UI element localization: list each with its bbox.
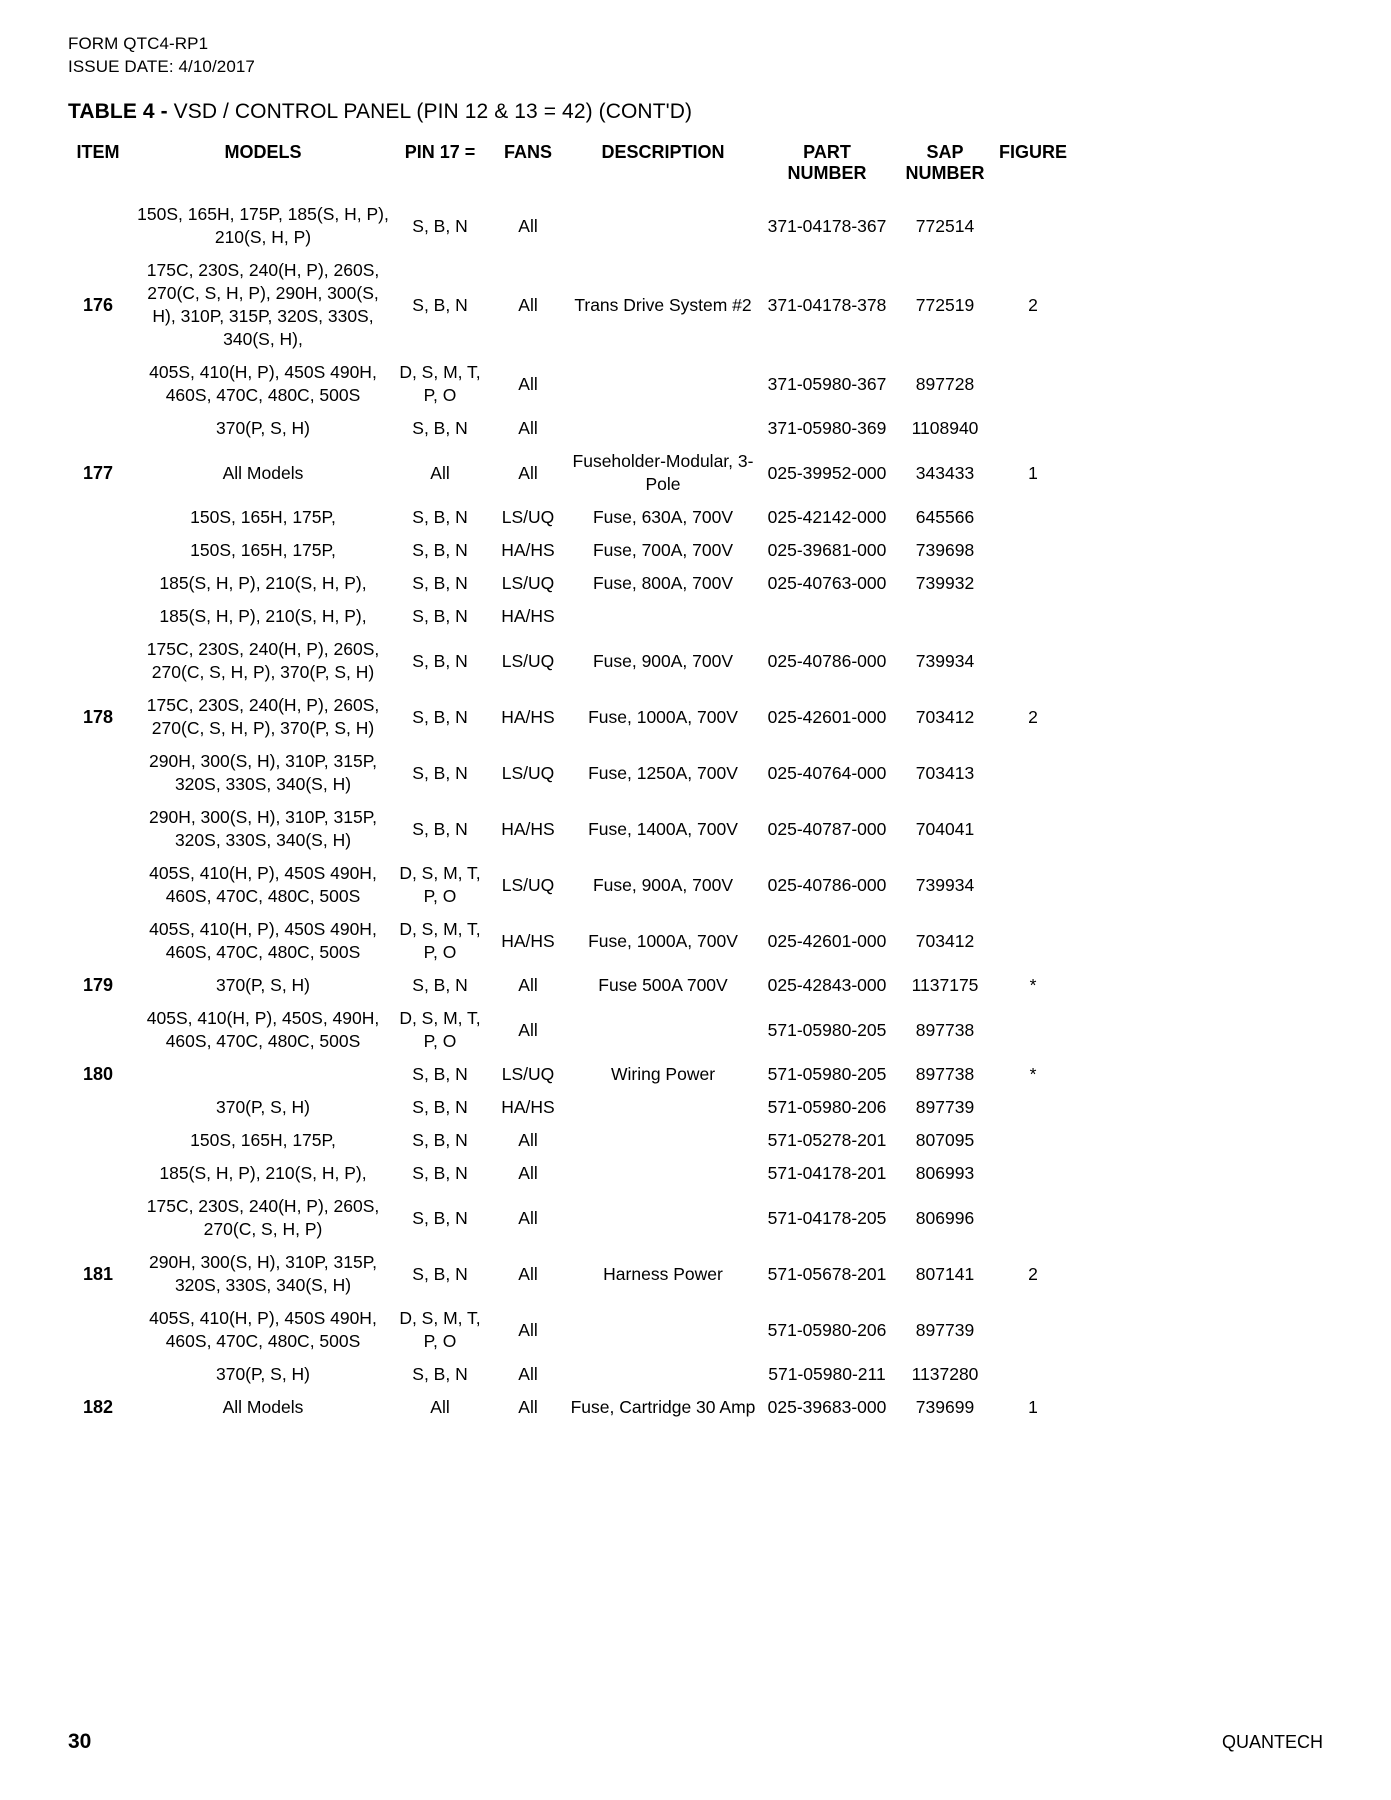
table-row — [62, 913, 1072, 969]
cell-fans: LS/UQ — [501, 874, 555, 895]
cell-figure — [994, 1157, 1072, 1190]
cell-models: 405S, 410(H, P), 450S 490H, 460S, 470C, 480C, 500S — [149, 362, 377, 405]
cell-item — [62, 745, 134, 801]
column-header-fans: FANS — [503, 142, 552, 162]
cell-sap-number — [896, 600, 994, 633]
issue-date: ISSUE DATE: 4/10/2017 — [68, 57, 255, 76]
column-header-sap-number-line2: NUMBER — [905, 163, 985, 183]
cell-part-number: 025-39681-000 — [767, 540, 887, 560]
company-name: QUANTECH — [1221, 1732, 1323, 1752]
cell-part-number: 025-42142-000 — [767, 507, 887, 527]
cell-description: Fuseholder-Modular, 3-Pole — [572, 451, 754, 494]
cell-item — [62, 1358, 134, 1391]
cell-sap-number: 739699 — [915, 1397, 975, 1417]
cell-item: 179 — [82, 975, 114, 995]
table-row — [62, 445, 1072, 501]
parts-table — [62, 142, 1072, 1424]
cell-item — [62, 567, 134, 600]
table-row — [62, 1058, 1072, 1091]
cell-sap-number: 897739 — [915, 1319, 975, 1340]
cell-part-number: 025-39683-000 — [767, 1397, 887, 1417]
cell-figure — [994, 1002, 1072, 1058]
cell-part-number: 025-40787-000 — [767, 818, 887, 839]
cell-sap-number: 739934 — [915, 650, 975, 671]
cell-description: Fuse, 1000A, 700V — [588, 930, 738, 951]
cell-item: 178 — [82, 706, 114, 727]
cell-models: 370(P, S, H) — [215, 975, 311, 995]
cell-sap-number: 704041 — [915, 818, 975, 839]
cell-fans: HA/HS — [501, 1097, 555, 1117]
table-row — [62, 1190, 1072, 1246]
cell-description — [568, 198, 758, 254]
table-row — [62, 356, 1072, 412]
cell-fans: HA/HS — [501, 930, 555, 951]
table-row — [62, 567, 1072, 600]
cell-item: 180 — [82, 1064, 114, 1084]
cell-description: Fuse 500A 700V — [598, 975, 728, 995]
cell-models: 150S, 165H, 175P, — [190, 1130, 336, 1150]
cell-figure — [994, 801, 1072, 857]
column-header-description: DESCRIPTION — [601, 142, 725, 162]
column-header-part-number — [758, 142, 896, 198]
table-row — [62, 689, 1072, 745]
cell-pin17: D, S, M, T, P, O — [399, 919, 481, 962]
table-row — [62, 969, 1072, 1002]
cell-figure — [994, 1358, 1072, 1391]
cell-description — [568, 1190, 758, 1246]
cell-sap-number: 806993 — [915, 1163, 975, 1183]
cell-part-number — [758, 600, 896, 633]
cell-models: 405S, 410(H, P), 450S 490H, 460S, 470C, 480C, 500S — [149, 1308, 377, 1351]
cell-description: Harness Power — [603, 1263, 723, 1284]
table-row — [62, 1091, 1072, 1124]
table-title — [68, 100, 692, 124]
cell-models: 175C, 230S, 240(H, P), 260S, 270(C, S, H, P), 290H, 300(S, H), 310P, 315P, 320S, 330S, 340(S, H), — [146, 260, 380, 349]
table-title-label: TABLE 4 - — [68, 100, 168, 123]
cell-models: 175C, 230S, 240(H, P), 260S, 270(C, S, H, P), 370(P, S, H) — [146, 695, 380, 738]
cell-figure — [994, 913, 1072, 969]
cell-part-number: 571-05980-211 — [768, 1364, 886, 1384]
cell-fans: All — [518, 1130, 538, 1150]
cell-item — [62, 534, 134, 567]
cell-part-number: 371-05980-369 — [767, 418, 887, 438]
cell-models: 150S, 165H, 175P, 185(S, H, P), 210(S, H, P) — [137, 204, 389, 247]
cell-sap-number: 703412 — [915, 706, 975, 727]
page-number: 30 — [68, 1730, 92, 1753]
cell-part-number: 571-04178-205 — [767, 1207, 887, 1228]
cell-sap-number: 772514 — [915, 215, 975, 236]
cell-part-number: 025-40786-000 — [767, 650, 887, 671]
cell-part-number: 025-42843-000 — [767, 975, 887, 995]
cell-item: 182 — [82, 1397, 114, 1417]
cell-sap-number: 1108940 — [911, 418, 979, 438]
cell-figure — [994, 1302, 1072, 1358]
cell-description — [568, 1358, 758, 1391]
cell-pin17: S, B, N — [412, 573, 468, 593]
cell-pin17: S, B, N — [412, 1064, 468, 1084]
cell-description: Fuse, 700A, 700V — [592, 540, 734, 560]
cell-pin17: All — [430, 462, 450, 483]
cell-item — [62, 356, 134, 412]
cell-item: 177 — [82, 462, 114, 483]
cell-description: Fuse, 900A, 700V — [592, 650, 734, 671]
cell-fans: HA/HS — [501, 818, 555, 839]
cell-pin17: S, B, N — [412, 650, 468, 671]
cell-part-number: 571-05678-201 — [767, 1263, 887, 1284]
cell-pin17: All — [430, 1397, 450, 1417]
column-header-item: ITEM — [76, 142, 120, 162]
cell-fans: All — [518, 1364, 538, 1384]
form-number: FORM QTC4-RP1 — [68, 34, 209, 53]
table-title-text: VSD / CONTROL PANEL (PIN 12 & 13 = 42) (CONT'D) — [167, 100, 693, 123]
cell-item — [62, 501, 134, 534]
cell-figure — [994, 534, 1072, 567]
cell-fans: All — [518, 1207, 538, 1228]
cell-figure: * — [1029, 975, 1037, 995]
cell-item — [62, 1091, 134, 1124]
cell-description — [568, 1091, 758, 1124]
cell-pin17: S, B, N — [412, 418, 468, 438]
cell-models: 405S, 410(H, P), 450S 490H, 460S, 470C, 480C, 500S — [149, 919, 377, 962]
table-row — [62, 1302, 1072, 1358]
cell-fans: HA/HS — [501, 706, 555, 727]
cell-pin17: D, S, M, T, P, O — [399, 1308, 481, 1351]
cell-pin17: S, B, N — [412, 1207, 468, 1228]
cell-figure — [994, 1091, 1072, 1124]
document-header — [68, 32, 255, 78]
cell-pin17: S, B, N — [412, 818, 468, 839]
cell-figure — [994, 745, 1072, 801]
cell-sap-number: 739932 — [915, 573, 975, 593]
cell-figure — [994, 1124, 1072, 1157]
cell-fans: LS/UQ — [501, 762, 555, 783]
cell-figure — [994, 567, 1072, 600]
cell-description: Wiring Power — [610, 1064, 716, 1084]
cell-fans: LS/UQ — [501, 650, 555, 671]
cell-figure: 1 — [1028, 1397, 1038, 1417]
cell-description: Fuse, 1400A, 700V — [588, 818, 738, 839]
cell-models: 405S, 410(H, P), 450S, 490H, 460S, 470C, 480C, 500S — [146, 1008, 380, 1051]
cell-fans: All — [518, 1163, 538, 1183]
cell-description — [568, 1157, 758, 1190]
cell-description — [568, 600, 758, 633]
cell-item: 181 — [82, 1263, 114, 1284]
cell-item — [62, 1190, 134, 1246]
table-row — [62, 801, 1072, 857]
table-row — [62, 1391, 1072, 1424]
table-row — [62, 501, 1072, 534]
cell-description: Fuse, 630A, 700V — [592, 507, 734, 527]
table-row — [62, 1358, 1072, 1391]
cell-models: 175C, 230S, 240(H, P), 260S, 270(C, S, H, P), 370(P, S, H) — [146, 639, 380, 682]
cell-sap-number: 703412 — [915, 930, 975, 951]
cell-part-number: 025-40763-000 — [767, 573, 887, 593]
cell-models: All Models — [222, 1397, 304, 1417]
cell-figure: 1 — [1028, 462, 1038, 483]
cell-part-number: 025-40786-000 — [767, 874, 887, 895]
cell-models: 370(P, S, H) — [215, 418, 311, 438]
cell-fans: HA/HS — [501, 606, 555, 626]
table-row — [62, 857, 1072, 913]
cell-description — [568, 1302, 758, 1358]
cell-fans: All — [518, 373, 538, 394]
cell-figure — [994, 1190, 1072, 1246]
cell-sap-number: 897738 — [915, 1064, 975, 1084]
cell-fans: All — [518, 975, 538, 995]
table-row — [62, 1002, 1072, 1058]
cell-models: 185(S, H, P), 210(S, H, P), — [159, 573, 367, 593]
cell-pin17: S, B, N — [412, 706, 468, 727]
cell-description: Fuse, 1000A, 700V — [588, 706, 738, 727]
cell-models: 290H, 300(S, H), 310P, 315P, 320S, 330S, 340(S, H) — [149, 807, 377, 850]
cell-figure — [994, 412, 1072, 445]
cell-fans: All — [518, 418, 538, 438]
cell-pin17: S, B, N — [412, 975, 468, 995]
cell-sap-number: 897739 — [915, 1097, 975, 1117]
cell-part-number: 025-40764-000 — [767, 762, 887, 783]
table-row — [62, 198, 1072, 254]
cell-sap-number: 807141 — [915, 1263, 975, 1284]
cell-part-number: 571-05980-205 — [767, 1064, 887, 1084]
cell-sap-number: 897738 — [915, 1019, 975, 1040]
cell-fans: LS/UQ — [501, 573, 555, 593]
column-header-sap-number — [896, 142, 994, 198]
cell-description: Fuse, 900A, 700V — [592, 874, 734, 895]
cell-models: 290H, 300(S, H), 310P, 315P, 320S, 330S, 340(S, H) — [149, 1252, 377, 1295]
cell-description — [568, 356, 758, 412]
cell-fans: All — [518, 294, 538, 315]
cell-sap-number: 806996 — [915, 1207, 975, 1228]
cell-figure: 2 — [1028, 1263, 1038, 1284]
cell-figure — [994, 633, 1072, 689]
cell-description: Trans Drive System #2 — [574, 294, 752, 315]
cell-models: 370(P, S, H) — [215, 1097, 311, 1117]
cell-fans: All — [518, 1263, 538, 1284]
column-header-part-number-line2: NUMBER — [787, 163, 867, 183]
cell-part-number: 571-05980-205 — [767, 1019, 887, 1040]
cell-fans: All — [518, 462, 538, 483]
table-body — [62, 198, 1072, 1424]
cell-figure — [994, 198, 1072, 254]
cell-description — [568, 412, 758, 445]
cell-fans: All — [518, 1397, 538, 1417]
column-header-figure: FIGURE — [998, 142, 1067, 162]
cell-part-number: 025-42601-000 — [767, 930, 887, 951]
cell-figure: 2 — [1028, 706, 1038, 727]
cell-part-number: 025-42601-000 — [767, 706, 887, 727]
table-row — [62, 633, 1072, 689]
cell-sap-number: 703413 — [915, 762, 975, 783]
cell-models: 175C, 230S, 240(H, P), 260S, 270(C, S, H, P) — [146, 1196, 380, 1239]
cell-item — [62, 1124, 134, 1157]
cell-models — [134, 1058, 392, 1091]
cell-models: 150S, 165H, 175P, — [190, 507, 336, 527]
cell-sap-number: 807095 — [915, 1130, 975, 1150]
column-header-sap-number-line1: SAP — [926, 142, 964, 162]
column-header-pin17: PIN 17 = — [404, 142, 476, 162]
cell-figure: 2 — [1028, 294, 1038, 315]
cell-sap-number: 772519 — [915, 294, 975, 315]
cell-item — [62, 801, 134, 857]
cell-pin17: S, B, N — [412, 1263, 468, 1284]
cell-sap-number: 897728 — [915, 373, 975, 394]
cell-description — [568, 1002, 758, 1058]
cell-fans: All — [518, 215, 538, 236]
cell-part-number: 571-05980-206 — [767, 1319, 887, 1340]
cell-item: 176 — [82, 294, 114, 315]
cell-item — [62, 198, 134, 254]
cell-part-number: 571-04178-201 — [767, 1163, 887, 1183]
cell-models: 370(P, S, H) — [215, 1364, 311, 1384]
cell-part-number: 371-05980-367 — [767, 373, 887, 394]
cell-item — [62, 1302, 134, 1358]
cell-figure — [994, 857, 1072, 913]
cell-models: 290H, 300(S, H), 310P, 315P, 320S, 330S, 340(S, H) — [149, 751, 377, 794]
cell-item — [62, 412, 134, 445]
column-header-models: MODELS — [224, 142, 302, 162]
cell-pin17: S, B, N — [412, 540, 468, 560]
cell-models: 150S, 165H, 175P, — [190, 540, 336, 560]
cell-sap-number: 1137280 — [911, 1364, 979, 1384]
cell-fans: All — [518, 1319, 538, 1340]
cell-sap-number: 343433 — [915, 462, 975, 483]
table-row — [62, 254, 1072, 356]
cell-part-number: 371-04178-378 — [767, 294, 887, 315]
cell-part-number: 571-05278-201 — [767, 1130, 887, 1150]
table-row — [62, 745, 1072, 801]
cell-item — [62, 1002, 134, 1058]
cell-figure — [994, 600, 1072, 633]
cell-item — [62, 1157, 134, 1190]
cell-models: All Models — [222, 462, 304, 483]
cell-figure — [994, 356, 1072, 412]
cell-sap-number: 739934 — [915, 874, 975, 895]
cell-models: 405S, 410(H, P), 450S 490H, 460S, 470C, 480C, 500S — [149, 863, 377, 906]
table-row — [62, 412, 1072, 445]
cell-pin17: D, S, M, T, P, O — [399, 362, 481, 405]
cell-sap-number: 739698 — [915, 540, 975, 560]
cell-description: Fuse, 800A, 700V — [592, 573, 734, 593]
cell-models: 185(S, H, P), 210(S, H, P), — [159, 606, 367, 626]
cell-item — [62, 633, 134, 689]
cell-part-number: 371-04178-367 — [767, 215, 887, 236]
table-header-row — [62, 142, 1072, 198]
cell-description: Fuse, Cartridge 30 Amp — [570, 1397, 756, 1417]
cell-part-number: 571-05980-206 — [767, 1097, 887, 1117]
cell-fans: LS/UQ — [501, 1064, 555, 1084]
cell-pin17: S, B, N — [412, 507, 468, 527]
cell-figure: * — [1029, 1064, 1037, 1084]
cell-item — [62, 600, 134, 633]
cell-pin17: S, B, N — [412, 1130, 468, 1150]
cell-sap-number: 1137175 — [911, 975, 979, 995]
table-row — [62, 1124, 1072, 1157]
cell-pin17: S, B, N — [412, 215, 468, 236]
table-row — [62, 1157, 1072, 1190]
cell-description — [568, 1124, 758, 1157]
cell-pin17: D, S, M, T, P, O — [399, 1008, 481, 1051]
cell-item — [62, 857, 134, 913]
cell-fans: HA/HS — [501, 540, 555, 560]
cell-pin17: S, B, N — [412, 1364, 468, 1384]
cell-description: Fuse, 1250A, 700V — [588, 762, 738, 783]
cell-item — [62, 913, 134, 969]
cell-fans: All — [518, 1019, 538, 1040]
table-row — [62, 534, 1072, 567]
cell-part-number: 025-39952-000 — [767, 462, 887, 483]
table-row — [62, 600, 1072, 633]
cell-pin17: S, B, N — [412, 1163, 468, 1183]
cell-pin17: S, B, N — [412, 606, 468, 626]
cell-pin17: S, B, N — [412, 762, 468, 783]
column-header-part-number-line1: PART — [803, 142, 851, 162]
cell-figure — [994, 501, 1072, 534]
table-row — [62, 1246, 1072, 1302]
cell-fans: LS/UQ — [501, 507, 555, 527]
cell-pin17: S, B, N — [412, 294, 468, 315]
cell-pin17: D, S, M, T, P, O — [399, 863, 481, 906]
cell-pin17: S, B, N — [412, 1097, 468, 1117]
cell-sap-number: 645566 — [915, 507, 975, 527]
cell-models: 185(S, H, P), 210(S, H, P), — [159, 1163, 367, 1183]
